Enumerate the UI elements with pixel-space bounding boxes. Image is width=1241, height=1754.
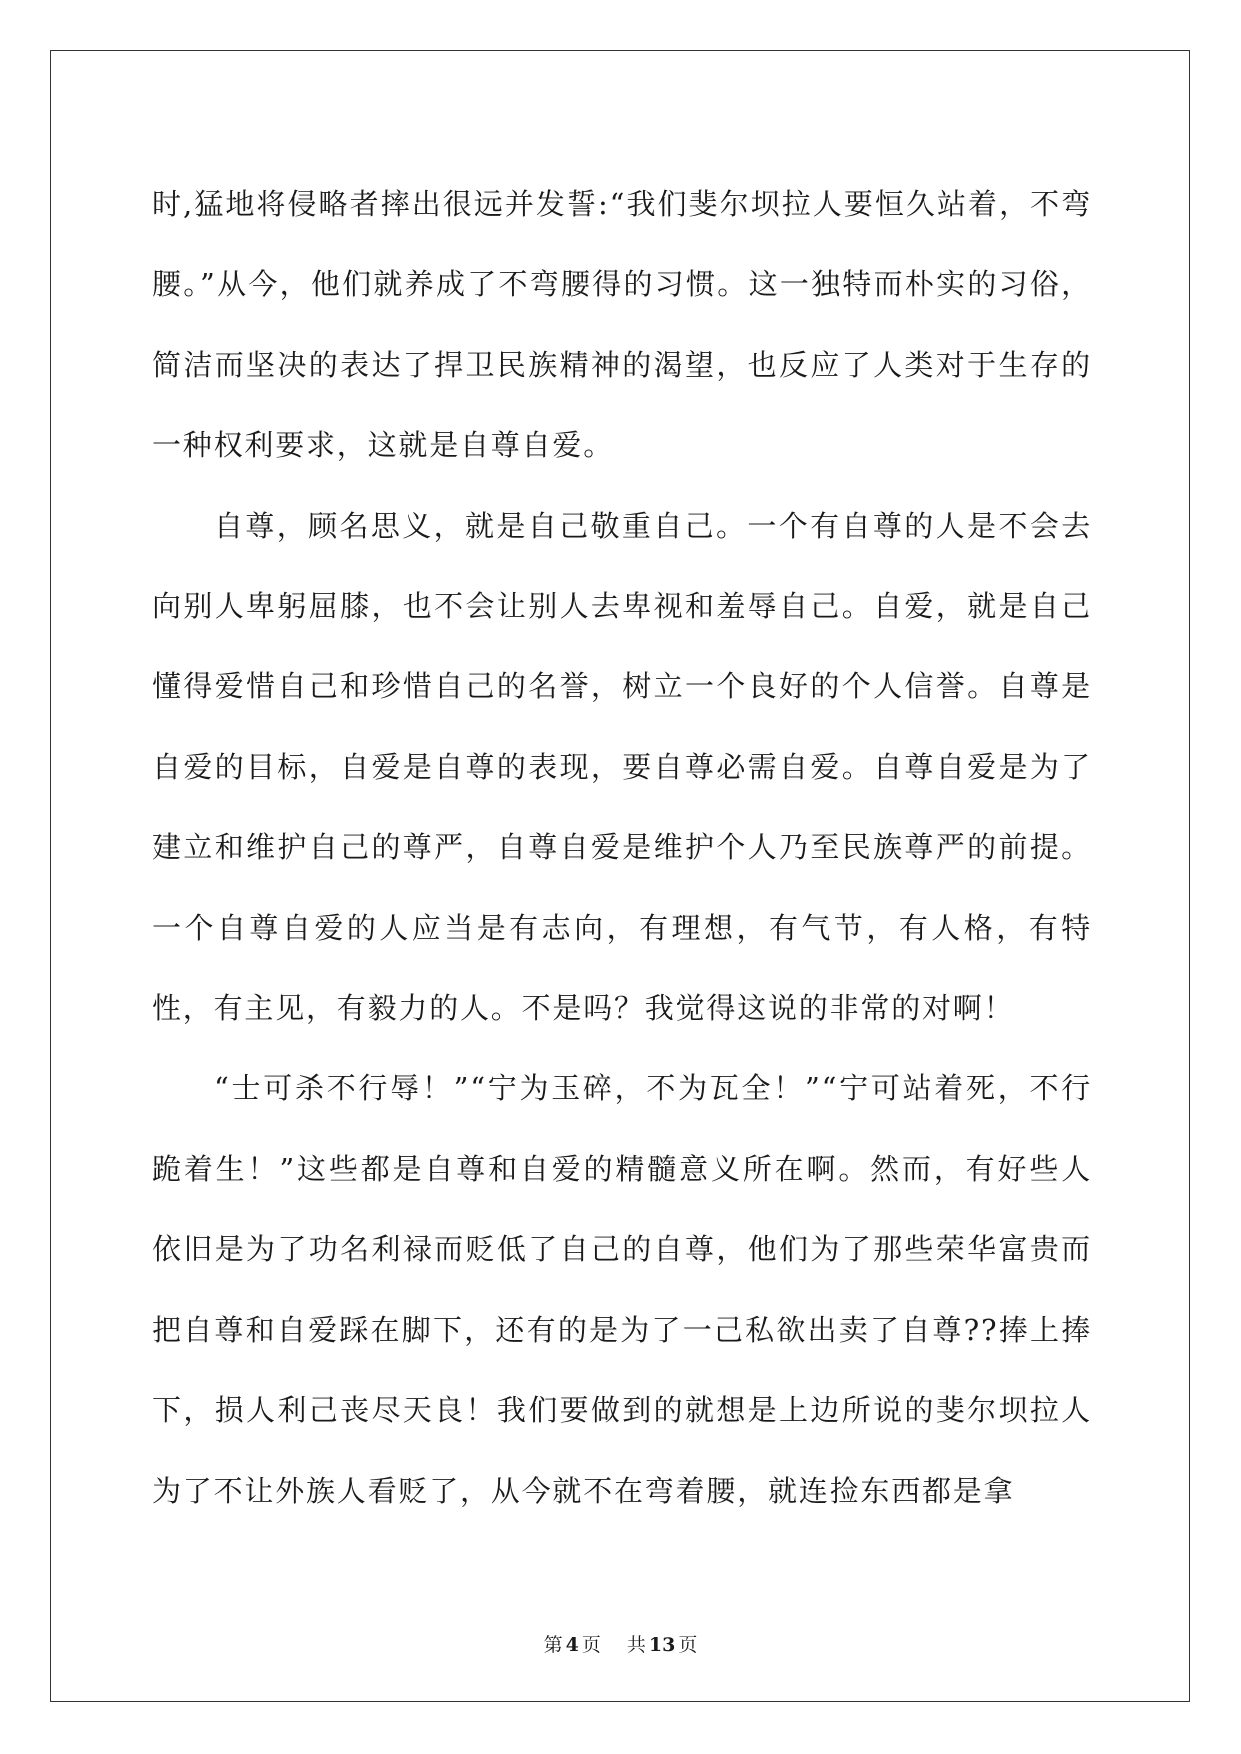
page-footer — [0, 1630, 1241, 1657]
page-prefix: 第 — [543, 1634, 563, 1656]
document-body — [152, 164, 1092, 1531]
paragraph-3: “士可杀不行辱！”“宁为玉碎，不为瓦全！”“宁可站着死，不行跪着生！”这些都是自尊和自爱的精髓意义所在啊。然而，有好些人依旧是为了功名利禄而贬低了自己的自尊，他们为了那些荣华富贵而把自尊和自爱踩在脚下，还有的是为了一己私欲出卖了自尊??捧上捧下，损人利己丧尽天良！我们要做到的就想是上边所说的斐尔坝拉人为了不让外族人看贬了，从今就不在弯着腰，就连捡东西都是拿 — [152, 1071, 1092, 1508]
page-suffix: 页 — [581, 1634, 601, 1656]
total-prefix: 共 — [626, 1634, 646, 1656]
total-suffix: 页 — [678, 1634, 698, 1656]
page-number: 4 — [565, 1634, 579, 1656]
paragraph-2: 自尊，顾名思义，就是自己敬重自己。一个有自尊的人是不会去向别人卑躬屈膝，也不会让别人去卑视和羞辱自己。自爱，就是自己懂得爱惜自己和珍惜自己的名誉，树立一个良好的个人信誉。自尊是自爱的目标，自爱是自尊的表现，要自尊必需自爱。自尊自爱是为了建立和维护自己的尊严，自尊自爱是维护个人乃至民族尊严的前提。一个自尊自爱的人应当是有志向，有理想，有气节，有人格，有特性，有主见，有毅力的人。不是吗？我觉得这说的非常的对啊！ — [152, 508, 1092, 1026]
paragraph-1: 时,猛地将侵略者摔出很远并发誓:“我们斐尔坝拉人要恒久站着，不弯腰。”从今，他们就养成了不弯腰得的习惯。这一独特而朴实的习俗，简洁而坚决的表达了捍卫民族精神的渴望，也反应了人类对于生存的一种权利要求，这就是自尊自爱。 — [152, 187, 1092, 463]
total-pages: 13 — [648, 1634, 676, 1656]
